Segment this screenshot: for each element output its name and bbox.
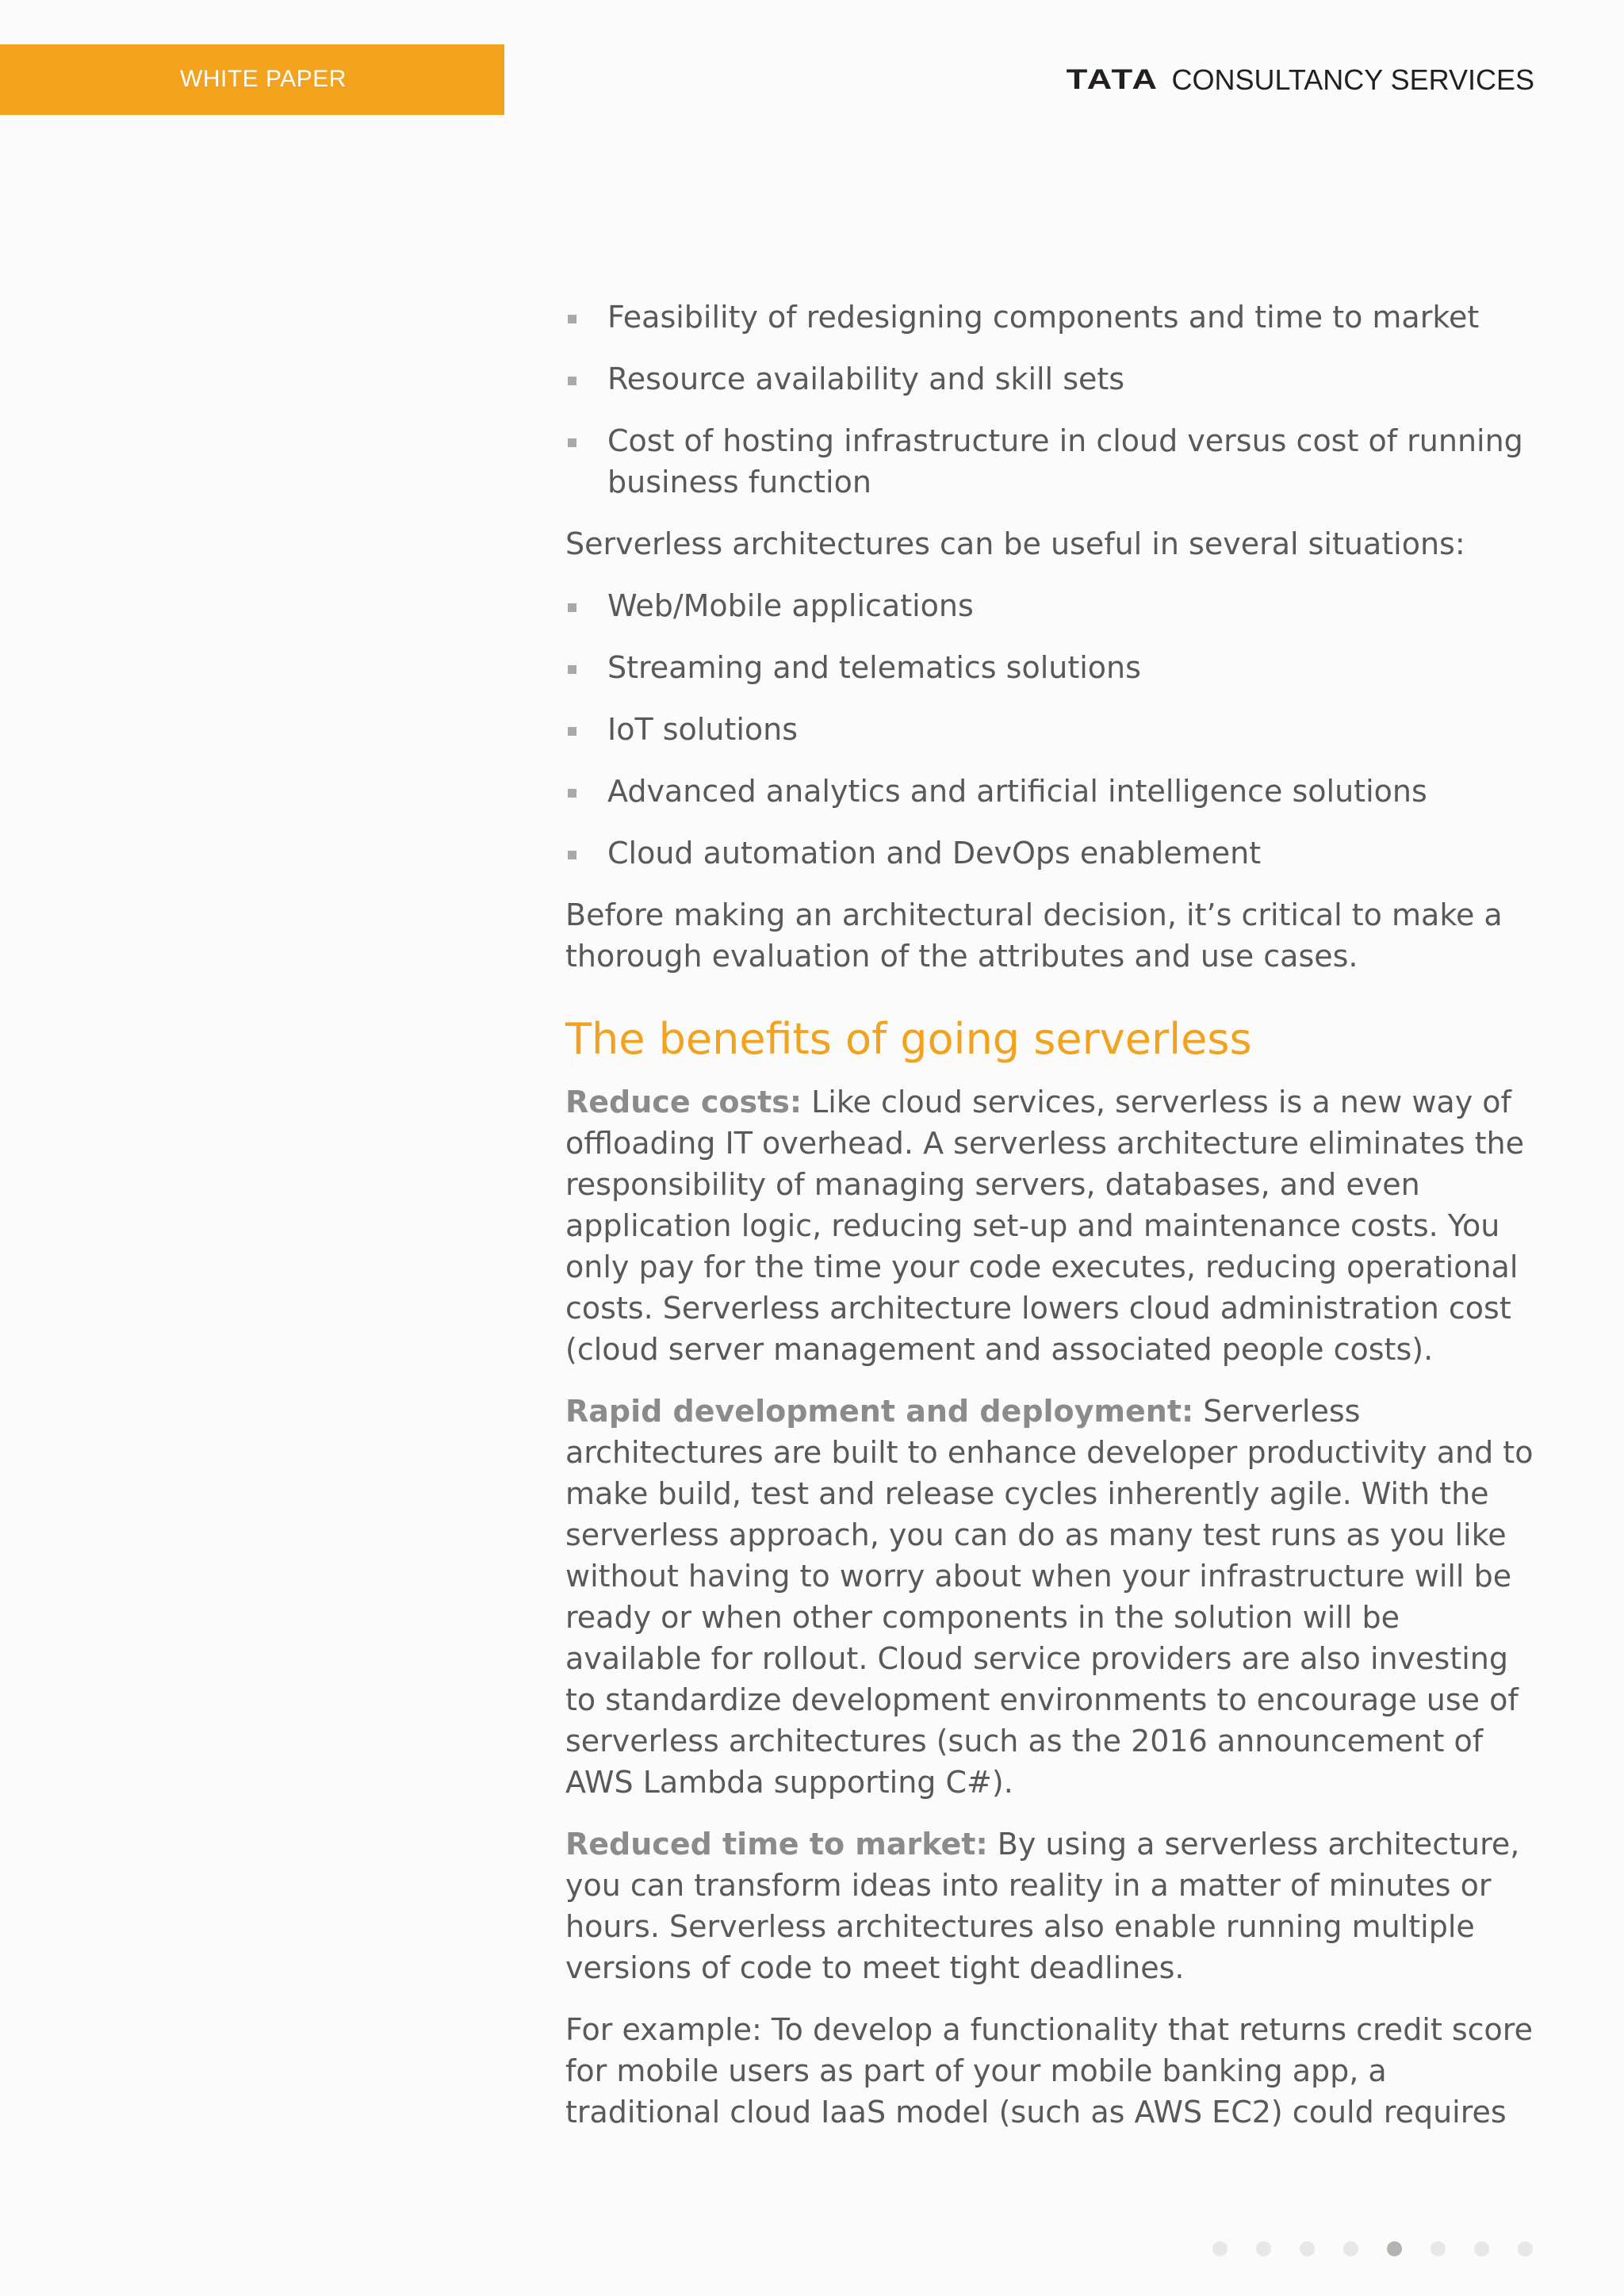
list-item: Web/Mobile applications (565, 585, 1537, 626)
benefit-lead: Rapid development and deployment: (565, 1394, 1194, 1429)
benefit-rapid-development (565, 1391, 1537, 1803)
page-dot-active[interactable] (1387, 2241, 1402, 2256)
benefit-lead: Reduce costs: (565, 1085, 802, 1119)
situations-list (565, 585, 1537, 874)
page-indicator (1212, 2241, 1533, 2256)
page-dot[interactable] (1300, 2241, 1315, 2256)
evaluation-paragraph: Before making an architectural decision, it’s critical to make a thorough evaluation of the attributes and use cases. (565, 897, 1503, 974)
list-item: Feasibility of redesigning components and time to market (565, 297, 1537, 338)
example-paragraph: For example: To develop a functionality that returns credit score for mobile users as part of your mobile banking app, a traditional cloud IaaS model (such as AWS EC2) could requires (565, 2012, 1533, 2130)
page-dot[interactable] (1518, 2241, 1533, 2256)
benefit-text: Like cloud services, serverless is a new way of offloading IT overhead. A serverless architecture eliminates the responsibility of managing servers, databases, and even application logic, reducing set-up and maintenance costs. You only pay for the time your code executes, reducing operational costs. Serverless architecture lowers cloud administration cost (cloud server management and associated people costs). (565, 1085, 1525, 1367)
benefit-time-to-market (565, 1823, 1537, 1988)
situations-intro: Serverless architectures can be useful in several situations: (565, 526, 1465, 561)
document-type-label: WHITE PAPER (180, 66, 347, 92)
page-dot[interactable] (1474, 2241, 1489, 2256)
benefit-text: By using a serverless architecture, you can transform ideas into reality in a matter of minutes or hours. Serverless architectures also enable running multiple versions of code to meet tight deadlines. (565, 1827, 1520, 1985)
list-item: IoT solutions (565, 709, 1537, 750)
page-dot[interactable] (1343, 2241, 1358, 2256)
page-dot[interactable] (1212, 2241, 1228, 2256)
page-dot[interactable] (1431, 2241, 1446, 2256)
list-item: Cost of hosting infrastructure in cloud versus cost of running business function (565, 420, 1537, 503)
tata-wordmark: TATA (1066, 64, 1159, 95)
benefit-lead: Reduced time to market: (565, 1827, 988, 1862)
section-heading: The benefits of going serverless (565, 1014, 1252, 1064)
benefit-text: Serverless architectures are built to enhance developer productivity and to make build, test and release cycles inherently agile. With the serverless approach, you can do as many test runs as you like without having to worry about when your infrastructure will be ready or when other components in the solution will be available for rollout. Cloud service providers are also investing to standardize development environments to encourage use of serverless architectures (such as the 2016 announcement of AWS Lambda supporting C#). (565, 1394, 1534, 1800)
considerations-list (565, 297, 1537, 503)
list-item: Resource availability and skill sets (565, 358, 1537, 400)
tcs-logo (1066, 62, 1534, 98)
benefit-reduce-costs (565, 1081, 1537, 1370)
page-dot[interactable] (1256, 2241, 1271, 2256)
main-content (565, 297, 1537, 2153)
list-item: Streaming and telematics solutions (565, 647, 1537, 688)
list-item: Advanced analytics and artificial intelligence solutions (565, 771, 1537, 812)
brand-name: CONSULTANCY SERVICES (1171, 63, 1534, 96)
list-item: Cloud automation and DevOps enablement (565, 832, 1537, 874)
